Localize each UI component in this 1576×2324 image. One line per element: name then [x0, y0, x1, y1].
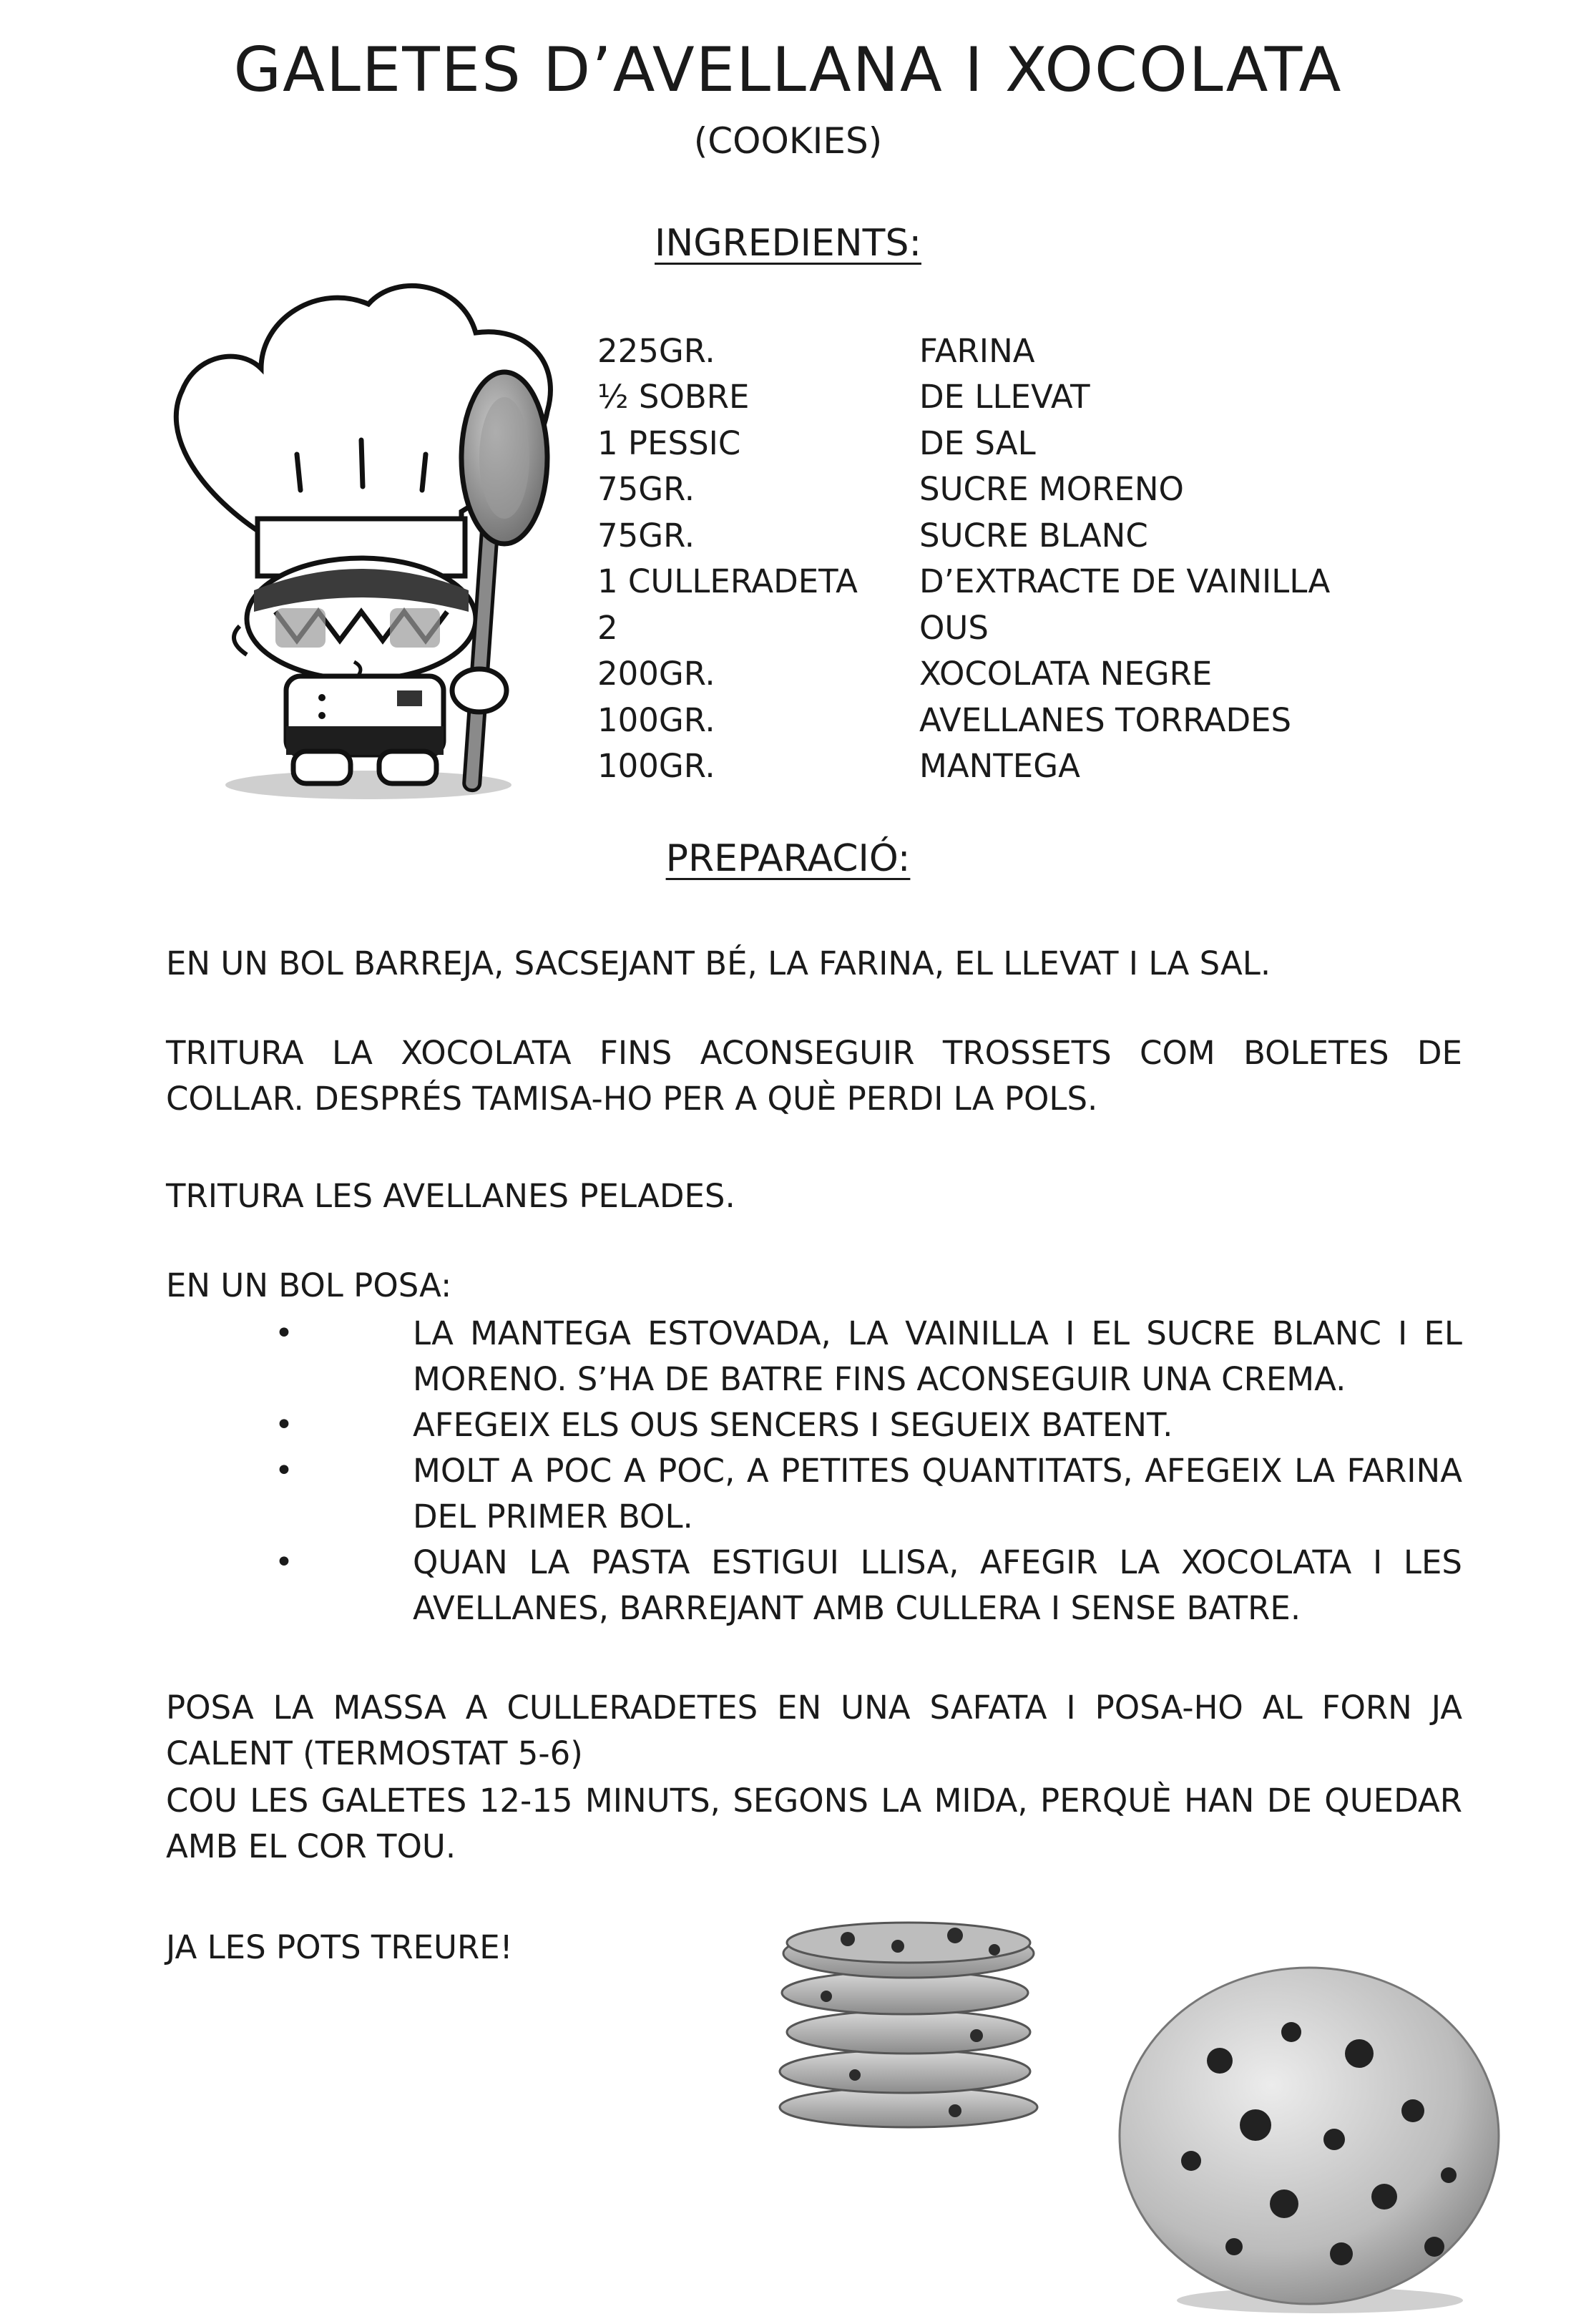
list-item-text: MOLT A POC A POC, A PETITES QUANTITATS, AFEGEIX LA FARINA DEL PRIMER BOL.: [413, 1452, 1462, 1536]
step-hazelnuts: TRITURA LES AVELLANES PELADES.: [166, 1177, 735, 1215]
ingredient-name: DE LLEVAT: [919, 378, 1090, 416]
ingredient-row: [597, 697, 1456, 743]
step-mix-dry: EN UN BOL BARREJA, SACSEJANT BÉ, LA FARINA, EL LLEVAT I LA SAL.: [166, 944, 1271, 982]
step-bake: COU LES GALETES 12-15 MINUTS, SEGONS LA MIDA, PERQUÈ HAN DE QUEDAR AMB EL COR TOU.: [166, 1782, 1462, 1865]
ingredient-quantity: 225GR.: [597, 331, 715, 370]
list-item-text: QUAN LA PASTA ESTIGUI LLISA, AFEGIR LA XOCOLATA I LES AVELLANES, BARREJANT AMB CULLERA I SENSE BATRE.: [413, 1543, 1462, 1627]
ingredient-quantity: 1 CULLERADETA: [597, 562, 858, 601]
bowl-steps-list: [166, 1311, 1462, 1631]
ingredient-row: [597, 743, 1456, 790]
ingredient-row: [597, 512, 1456, 559]
ingredients-heading-label: INGREDIENTS:: [655, 222, 921, 265]
bullet-icon: •: [275, 1544, 293, 1581]
list-item-text: AFEGEIX ELS OUS SENCERS I SEGUEIX BATENT.: [413, 1406, 1173, 1444]
ingredient-quantity: 100GR.: [597, 700, 715, 739]
bullet-icon: •: [275, 1407, 293, 1443]
ingredient-name: D’EXTRACTE DE VAINILLA: [919, 562, 1331, 601]
ingredient-quantity: 1 PESSIC: [597, 424, 741, 462]
chef-illustration: [154, 275, 576, 805]
ingredient-quantity: ½ SOBRE: [597, 378, 750, 416]
ingredient-quantity: 200GR.: [597, 655, 715, 693]
bullet-icon: •: [275, 1452, 293, 1489]
list-item: [166, 1448, 1462, 1540]
ingredient-row: [597, 374, 1456, 421]
ingredient-row: [597, 651, 1456, 698]
preparation-heading: [0, 837, 1576, 880]
preparation-heading-label: PREPARACIÓ:: [665, 837, 911, 880]
ingredient-name: SUCRE MORENO: [919, 470, 1184, 509]
ingredient-row: [597, 328, 1456, 374]
ingredient-name: MANTEGA: [919, 747, 1080, 786]
ingredient-quantity: 75GR.: [597, 470, 695, 509]
ingredient-name: DE SAL: [919, 424, 1036, 462]
list-item-text: LA MANTEGA ESTOVADA, LA VAINILLA I EL SUCRE BLANC I EL MORENO. S’HA DE BATRE FINS ACONSEGUIR UNA CREMA.: [413, 1314, 1462, 1398]
ingredient-name: SUCRE BLANC: [919, 516, 1148, 555]
step-oven: POSA LA MASSA A CULLERADETES EN UNA SAFATA I POSA-HO AL FORN JA CALENT (TERMOSTAT 5-6): [166, 1689, 1462, 1772]
bullet-icon: •: [275, 1315, 293, 1352]
cookie-image: [1112, 1946, 1513, 2318]
ingredients-heading: [0, 222, 1576, 265]
ingredient-quantity: 100GR.: [597, 747, 715, 786]
ingredients-list: [597, 328, 1456, 789]
recipe-title: GALETES D’AVELLANA I XOCOLATA: [233, 34, 1343, 106]
list-item: [166, 1540, 1462, 1631]
ingredient-name: FARINA: [919, 331, 1035, 370]
closing-line: JA LES POTS TREURE!: [166, 1928, 513, 1966]
step-chocolate: TRITURA LA XOCOLATA FINS ACONSEGUIR TROSSETS COM BOLETES DE COLLAR. DESPRÉS TAMISA-HO PER A QUÈ PERDI LA POLS.: [166, 1034, 1462, 1118]
step-bowl-intro: EN UN BOL POSA:: [166, 1266, 452, 1304]
ingredient-row: [597, 605, 1456, 651]
list-item: [166, 1402, 1462, 1448]
ingredient-name: XOCOLATA NEGRE: [919, 655, 1213, 693]
ingredient-row: [597, 559, 1456, 605]
ingredient-quantity: 75GR.: [597, 516, 695, 555]
cookie-stack-image: [740, 1903, 1070, 2132]
ingredient-quantity: 2: [597, 608, 618, 647]
ingredient-row: [597, 467, 1456, 513]
list-item: [166, 1311, 1462, 1402]
recipe-subtitle: (COOKIES): [693, 120, 883, 162]
ingredient-name: AVELLANES TORRADES: [919, 700, 1292, 739]
ingredient-name: OUS: [919, 608, 989, 647]
ingredient-row: [597, 420, 1456, 467]
